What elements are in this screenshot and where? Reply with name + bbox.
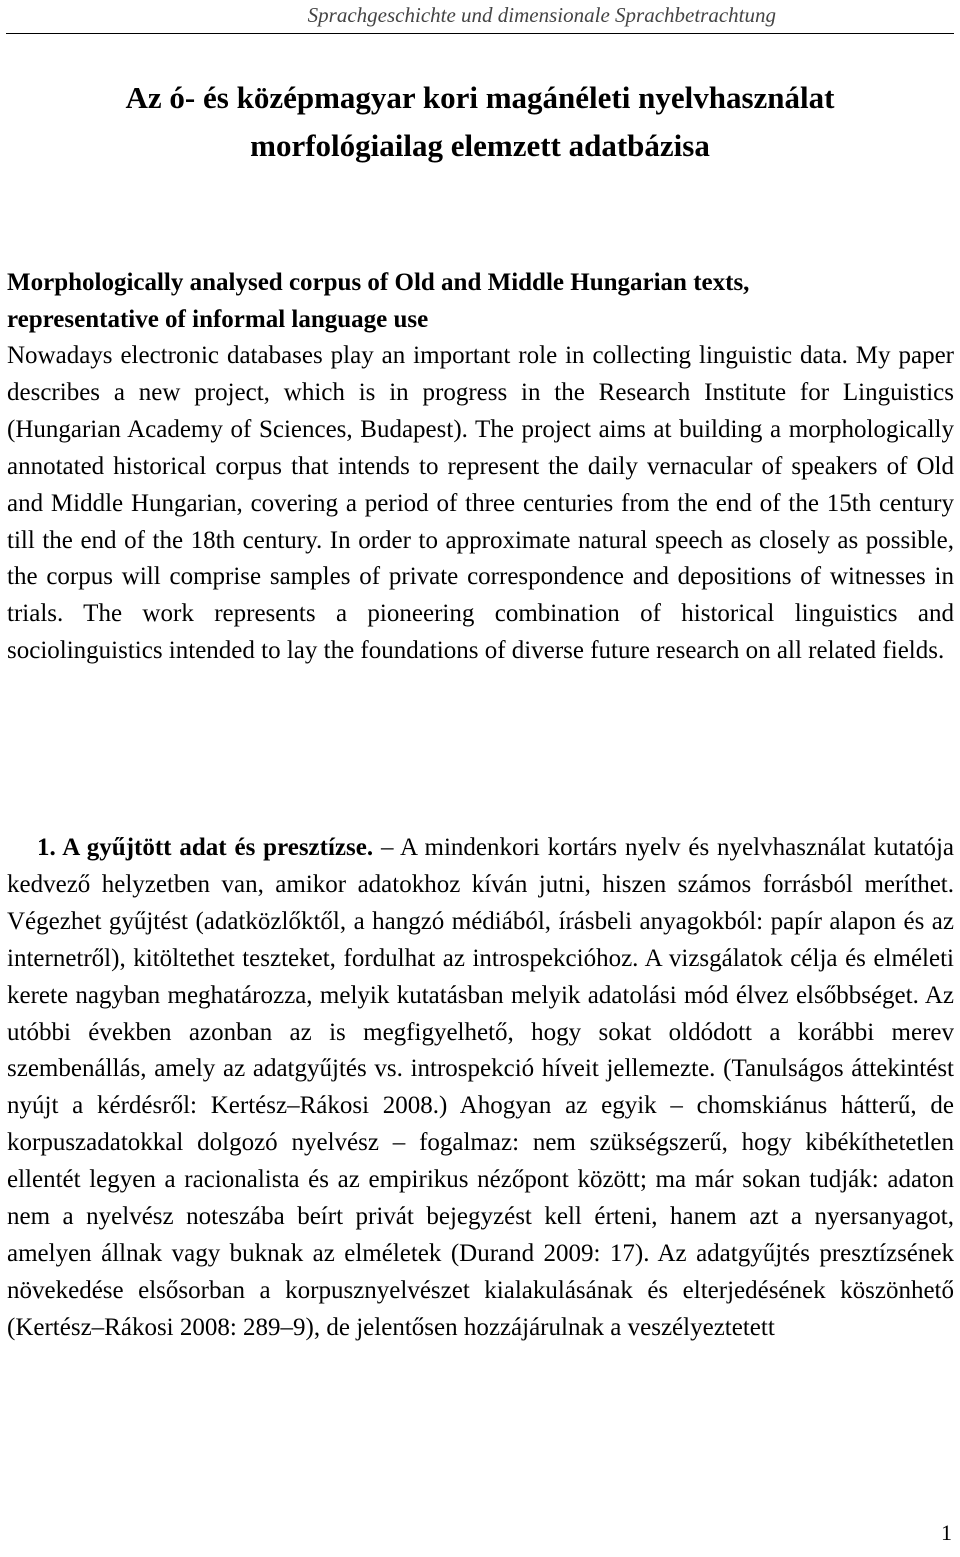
- paper-title-line-1: Az ó- és középmagyar kori magánéleti nyelvhasználat: [125, 80, 835, 115]
- section-1-heading: 1. A gyűjtött adat és presztízse.: [37, 834, 374, 861]
- abstract-title-line-1: Morphologically analysed corpus of Old and Middle Hungarian texts,: [7, 269, 750, 296]
- header-rule: [6, 33, 954, 34]
- abstract-title-line-2: representative of informal language use: [7, 306, 429, 333]
- paper-title-line-2: morfológiailag elemzett adatbázisa: [250, 128, 710, 163]
- running-header: Sprachgeschichte und dimensionale Sprachbetrachtung: [307, 3, 776, 27]
- abstract-body: Nowadays electronic databases play an important role in collecting linguistic data. My paper describes a new project, which is in progress in the Research Institute for Linguistics (Hungarian Academy of Sciences, Budapest). The project aims at building a morphologically annotated historical corpus that intends to represent the daily vernacular of speakers of Old and Middle Hungarian, covering a period of three centuries from the end of the 15th century till the end of the 18th century. In order to approximate natural speech as closely as possible, the corpus will comprise samples of private correspondence and depositions of witnesses in trials. The work represents a pioneering combination of historical linguistics and sociolinguistics intended to lay the foundations of diverse future research on all related fields.: [7, 342, 954, 665]
- abstract-title: [7, 264, 954, 338]
- paper-title: [20, 74, 940, 170]
- page-number: 1: [941, 1520, 952, 1545]
- section-1-body: – A mindenkori kortárs nyelv és nyelvhasználat kutatója kedvező helyzetben van, amikor adatokhoz kíván jutni, hiszen számos forrásból meríthet. Végezhet gyűjtést (adatközlőktől, a hangzó médiából, írásbeli anyagokból: papír alapon és az internetről), kitöltethet teszteket, fordulhat az introspekcióhoz. A vizsgálatok célja és elméleti kerete nagyban meghatározza, melyik kutatásban melyik adatolási mód élvez elsőbbséget. Az utóbbi években azonban az is megfigyelhető, hogy sokat oldódott a korábbi merev szembenállás, amely az adatgyűjtés vs. introspekció híveit jellemezte. (Tanulságos áttekintést nyújt a kérdésről: Kertész–Rákosi 2008.) Ahogyan az egyik – chomskiánus hátterű, de korpuszadatokkal dolgozó nyelvész – fogalmaz: nem szükségszerű, hogy kibékíthetetlen ellentét legyen a racionalista és az empirikus nézőpont között; ma már sokan tudják: adaton nem a nyelvész noteszába beírt privát bejegyzést kell érteni, hanem azt a nyersanyagot, amelyen állnak vagy buknak az elméletek (Durand 2009: 17). Az adatgyűjtés presztízsének növekedése elsősorban a korpusznyelvészet kialakulásának és elterjedésének köszönhető (Kertész–Rákosi 2008: 289–9), de jelentősen hozzájárulnak a veszélyeztetett: [7, 834, 955, 1341]
- section-1-paragraph: [7, 830, 954, 1347]
